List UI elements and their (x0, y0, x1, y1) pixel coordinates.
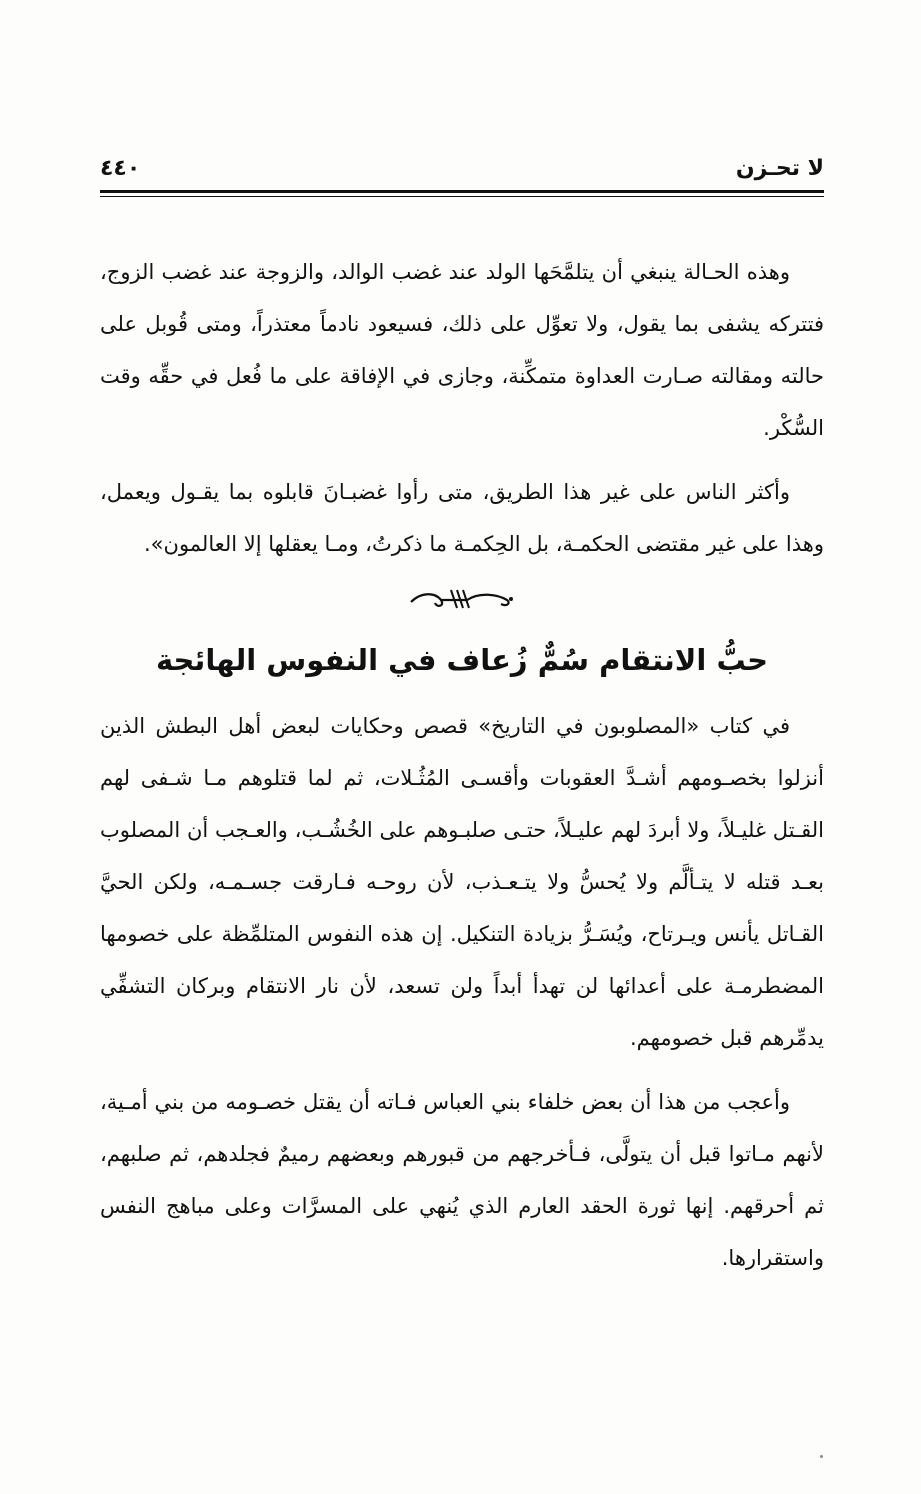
header-rule-thin (100, 196, 824, 197)
page-header (100, 150, 824, 194)
paragraph: في كتاب «المصلوبون في التاريخ» قصص وحكايات لبعض أهل البطش الذين أنزلوا بخصـومهم أشـدَّ العقوبات وأقسـى المُثُـلات، ثم لما قتلوهم مـا شـفى لهم القـتل غليـلاً، ولا أبردَ لهم عليـلاً، حتـى صلبـوهم على الخُشُـب، والعـجب أن المصلوب بعـد قتله لا يتـألَّم ولا يُحسُّ ولا يتـعـذب، لأن روحـه فـارقت جسـمـه، ولكن الحيَّ القـاتل يأنس ويـرتاح، ويُسَـرُّ بزيادة التنكيل. إن هذه النفوس المتلمِّظة على خصومها المضطرمـة على أعدائها لن تهدأ أبداً ولن تسعد، لأن نار الانتقام وبركان التشفِّي يدمِّرهم قبل خصومهم. (100, 714, 824, 1050)
page-number: ٤٤٠ (100, 156, 141, 181)
header-rule-thick (100, 190, 824, 193)
page-body (100, 246, 824, 1284)
section-heading: حبُّ الانتقام سُمٌّ زُعاف في النفوس الهائجة (155, 643, 769, 677)
decorative-flourish-icon (407, 586, 517, 612)
paragraph: وأعجب من هذا أن بعض خلفاء بني العباس فـاته أن يقتل خصـومه من بني أمـية، لأنهم مـاتوا قبل أن يتولَّى، فـأخرجهم من قبورهم وبعضهم رميمٌ فجلدهم، ثم صلبهم، ثم أحرقهم. إنها ثورة الحقد العارم الذي يُنهي على المسرَّات وعلى مباهج النفس واستقرارها. (100, 1090, 824, 1270)
running-title: لا تحـزن (735, 156, 824, 181)
section-divider (100, 578, 824, 624)
scan-speck (820, 1455, 823, 1458)
paragraph: وأكثر الناس على غير هذا الطريق، متى رأوا غضبـانَ قابلوه بما يقـول ويعمل، وهذا على غير مقتضى الحكمـة، بل الحِكمـة ما ذكرتُ، ومـا يعقلها إلا العالمون». (100, 480, 824, 556)
paragraph: وهذه الحـالة ينبغي أن يتلمَّحَها الولد عند غضب الوالد، والزوجة عند غضب الزوج، فتتركه يشفى بما يقول، ولا تعوِّل على ذلك، فسيعود نادماً معتذراً، ومتى قُوبل على حالته ومقالته صـارت العداوة متمكِّنة، وجازى في الإفاقة على ما فُعل في حقِّه وقت السُّكْر. (100, 260, 824, 440)
